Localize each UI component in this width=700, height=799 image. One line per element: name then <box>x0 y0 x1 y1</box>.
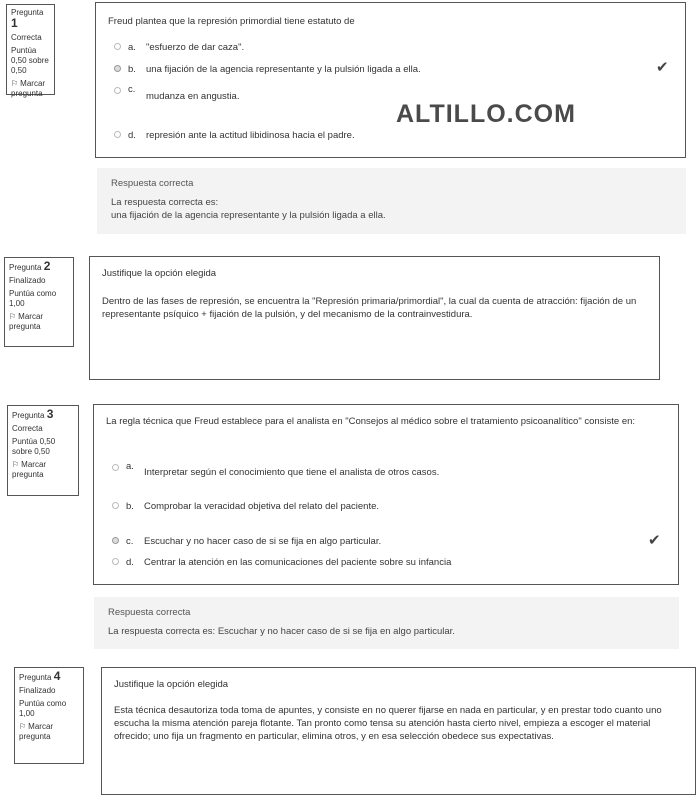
radio-c[interactable] <box>112 537 119 544</box>
answer-option-d[interactable]: d. represión ante la actitud libidinosa hacia el padre. <box>114 129 355 142</box>
question-text: Justifique la opción elegida <box>102 268 217 279</box>
flag-icon: ⚐ <box>9 312 17 321</box>
question-4-content <box>101 667 696 795</box>
radio-b[interactable] <box>114 65 121 72</box>
question-state: Finalizado <box>19 686 56 695</box>
question-1-info <box>6 4 55 98</box>
feedback-text: La respuesta correcta es: Escuchar y no hacer caso de si se fija en algo particular. <box>108 626 455 637</box>
question-4-info <box>14 667 84 764</box>
feedback-title: Respuesta correcta <box>111 178 194 189</box>
question-2-content <box>89 256 660 380</box>
question-mark: Puntúa 0,50 sobre 0,50 <box>11 46 49 75</box>
radio-d[interactable] <box>112 558 119 565</box>
question-state: Correcta <box>11 33 42 42</box>
feedback-title: Respuesta correcta <box>108 607 191 618</box>
answer-option-a[interactable]: a. "esfuerzo de dar caza". <box>114 41 244 54</box>
flag-icon: ⚐ <box>19 722 27 731</box>
radio-a[interactable] <box>112 464 119 471</box>
flag-question-link[interactable]: ⚐ Marcar pregunta <box>9 312 44 331</box>
answer-option-a[interactable]: a. Interpretar según el conocimiento que tiene el analista de otros casos. <box>112 462 439 479</box>
question-mark: Puntúa 0,50 sobre 0,50 <box>12 437 56 456</box>
question-number: Pregunta 4 <box>19 669 61 683</box>
essay-answer: Esta técnica desautoriza toda toma de apuntes, y consiste en no querer fijarse en nada en particular, y en prestar todo cuanto uno escucha la misma atención pareja flotante. Tan pronto como tensa su atención hasta cierto nivel, empieza a escoger el material ofrecido; uno fija un fragmento en particular, elimina otros, y en esa selección obedece sus expectativas. <box>114 705 662 742</box>
question-1-content <box>95 2 686 158</box>
question-number: Pregunta 1 <box>11 8 44 30</box>
question-mark: Puntúa como 1,00 <box>9 289 57 308</box>
radio-d[interactable] <box>114 131 121 138</box>
answer-option-d[interactable]: d. Centrar la atención en las comunicaciones del paciente sobre su infancia <box>112 556 451 569</box>
question-number: Pregunta 3 <box>12 407 54 421</box>
flag-icon: ⚐ <box>11 79 19 88</box>
flag-question-link[interactable]: ⚐ Marcar pregunta <box>12 460 47 479</box>
question-number: Pregunta 2 <box>9 259 51 273</box>
question-1-feedback <box>97 168 686 234</box>
flag-question-link[interactable]: ⚐ Marcar pregunta <box>19 722 54 741</box>
question-3-feedback <box>94 597 679 649</box>
feedback-answer: una fijación de la agencia representante y la pulsión ligada a ella. <box>111 210 386 221</box>
correct-check-icon: ✔ <box>648 532 661 549</box>
radio-c[interactable] <box>114 87 121 94</box>
question-2-info <box>4 257 74 347</box>
flag-icon: ⚐ <box>12 460 20 469</box>
answer-option-b[interactable]: b. Comprobar la veracidad objetiva del relato del paciente. <box>112 500 379 513</box>
question-mark: Puntúa como 1,00 <box>19 699 67 718</box>
essay-answer: Dentro de las fases de represión, se encuentra la "Represión primaria/primordial", la cual da cuenta de atracción: fijación de un representante psíquico + fijación de la pulsión, y del mecanismo de la contrainvestidura. <box>102 296 637 320</box>
question-state: Correcta <box>12 424 43 433</box>
answer-option-c[interactable]: c. Escuchar y no hacer caso de si se fija en algo particular. <box>112 535 381 548</box>
question-text: Freud plantea que la represión primordial tiene estatuto de <box>108 16 355 27</box>
radio-b[interactable] <box>112 502 119 509</box>
feedback-text: La respuesta correcta es: <box>111 197 219 208</box>
radio-a[interactable] <box>114 43 121 50</box>
answer-option-b[interactable]: b. una fijación de la agencia representante y la pulsión ligada a ella. <box>114 63 421 76</box>
correct-check-icon: ✔ <box>656 59 669 76</box>
question-text: Justifique la opción elegida <box>114 679 229 690</box>
flag-question-link[interactable]: ⚐ Marcar pregunta <box>11 79 46 98</box>
watermark: ALTILLO.COM <box>396 100 576 128</box>
question-3-info <box>7 405 79 496</box>
question-text: La regla técnica que Freud establece para el analista en "Consejos al médico sobre el tratamiento psicoanalítico" consiste en: <box>106 416 636 427</box>
question-3-content <box>93 404 679 585</box>
question-state: Finalizado <box>9 276 46 285</box>
answer-option-c[interactable]: c. mudanza en angustia. <box>114 85 239 103</box>
